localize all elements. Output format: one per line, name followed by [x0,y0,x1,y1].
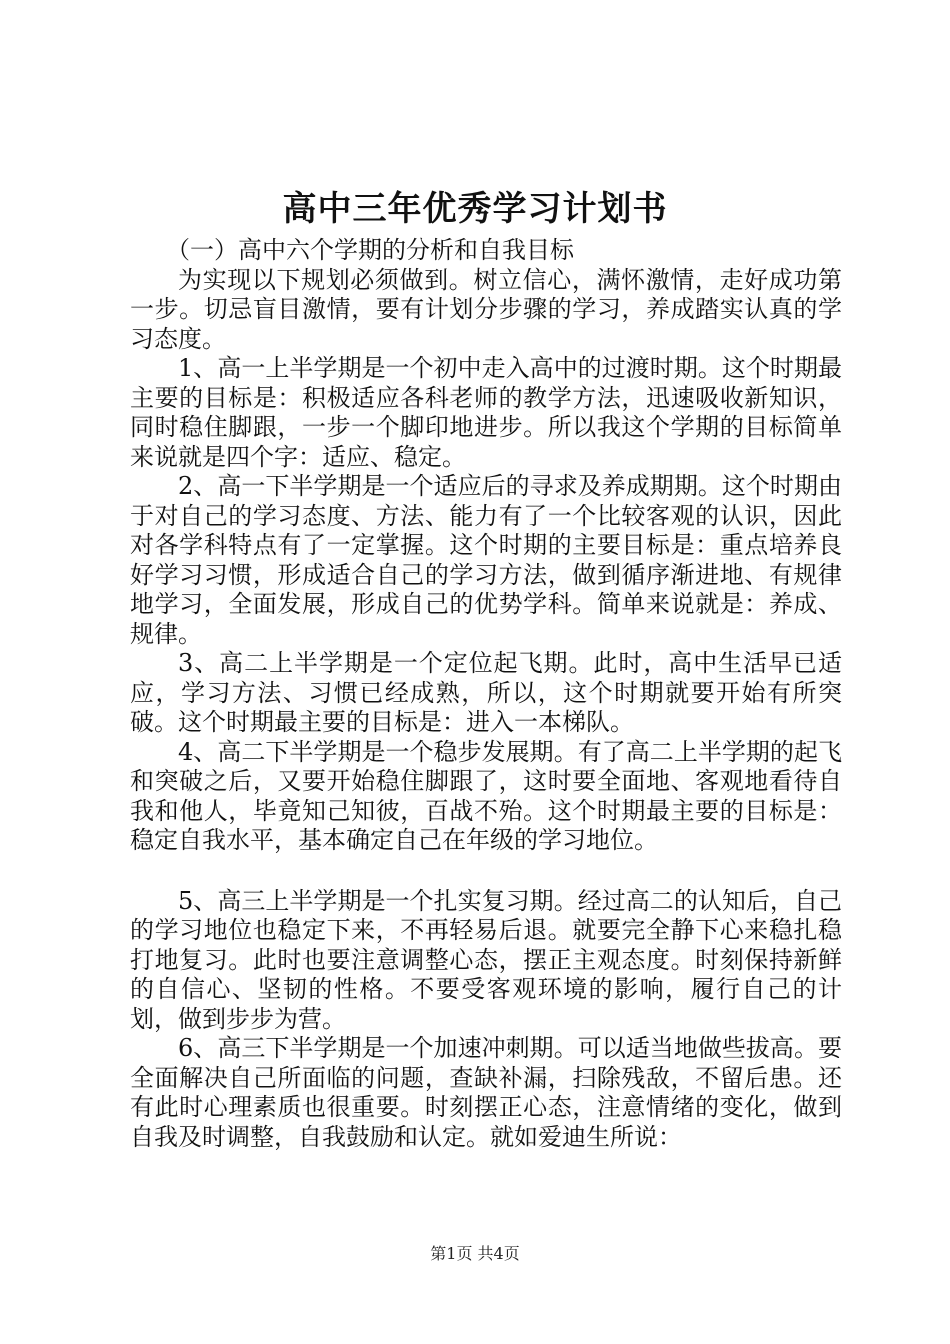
paragraph-gap [130,856,842,887]
document-title: 高中三年优秀学习计划书 [282,189,668,229]
section-heading: （一）高中六个学期的分析和自我目标 [166,236,574,264]
document-body [130,236,842,1152]
paragraph-semester-6: 6、高三下半学期是一个加速冲刺期。可以适当地做些拔高。要全面解决自己所面临的问题，查缺补漏，扫除残敌，不留后患。还有此时心理素质也很重要。时刻摆正心态，注意情绪的变化，做到自我及时调整，自我鼓励和认定。就如爱迪生所说： [130,1034,842,1151]
paragraph-semester-3: 3、高二上半学期是一个定位起飞期。此时，高中生活早已适应，学习方法、习惯已经成熟，所以，这个时期就要开始有所突破。这个时期最主要的目标是：进入一本梯队。 [130,649,842,736]
paragraph-semester-5: 5、高三上半学期是一个扎实复习期。经过高二的认知后，自己的学习地位也稳定下来，不再轻易后退。就要完全静下心来稳扎稳打地复习。此时也要注意调整心态，摆正主观态度。时刻保持新鲜的自信心、坚韧的性格。不要受客观环境的影响，履行自己的计划，做到步步为营。 [130,886,842,1033]
paragraph-intro: 为实现以下规划必须做到。树立信心，满怀激情，走好成功第一步。切忌盲目激情，要有计划分步骤的学习，养成踏实认真的学习态度。 [130,265,842,353]
paragraph-semester-2: 2、高一下半学期是一个适应后的寻求及养成期期。这个时期由于对自己的学习态度、方法、能力有了一个比较客观的认识，因此对各学科特点有了一定掌握。这个时期的主要目标是：重点培养良好学习习惯，形成适合自己的学习方法，做到循序渐进地、有规律地学习，全面发展，形成自己的优势学科。简单来说就是：养成、规律。 [130,472,842,648]
paragraph-semester-4: 4、高二下半学期是一个稳步发展期。有了高二上半学期的起飞和突破之后，又要开始稳住脚跟了，这时要全面地、客观地看待自我和他人，毕竟知己知彼，百战不殆。这个时期最主要的目标是：稳定自我水平，基本确定自己在年级的学习地位。 [130,737,842,854]
page-footer: 第1页 共4页 [430,1244,520,1263]
paragraph-semester-1: 1、高一上半学期是一个初中走入高中的过渡时期。这个时期最主要的目标是：积极适应各科老师的教学方法，迅速吸收新知识，同时稳住脚跟，一步一个脚印地进步。所以我这个学期的目标简单来说就是四个字：适应、稳定。 [130,354,842,471]
